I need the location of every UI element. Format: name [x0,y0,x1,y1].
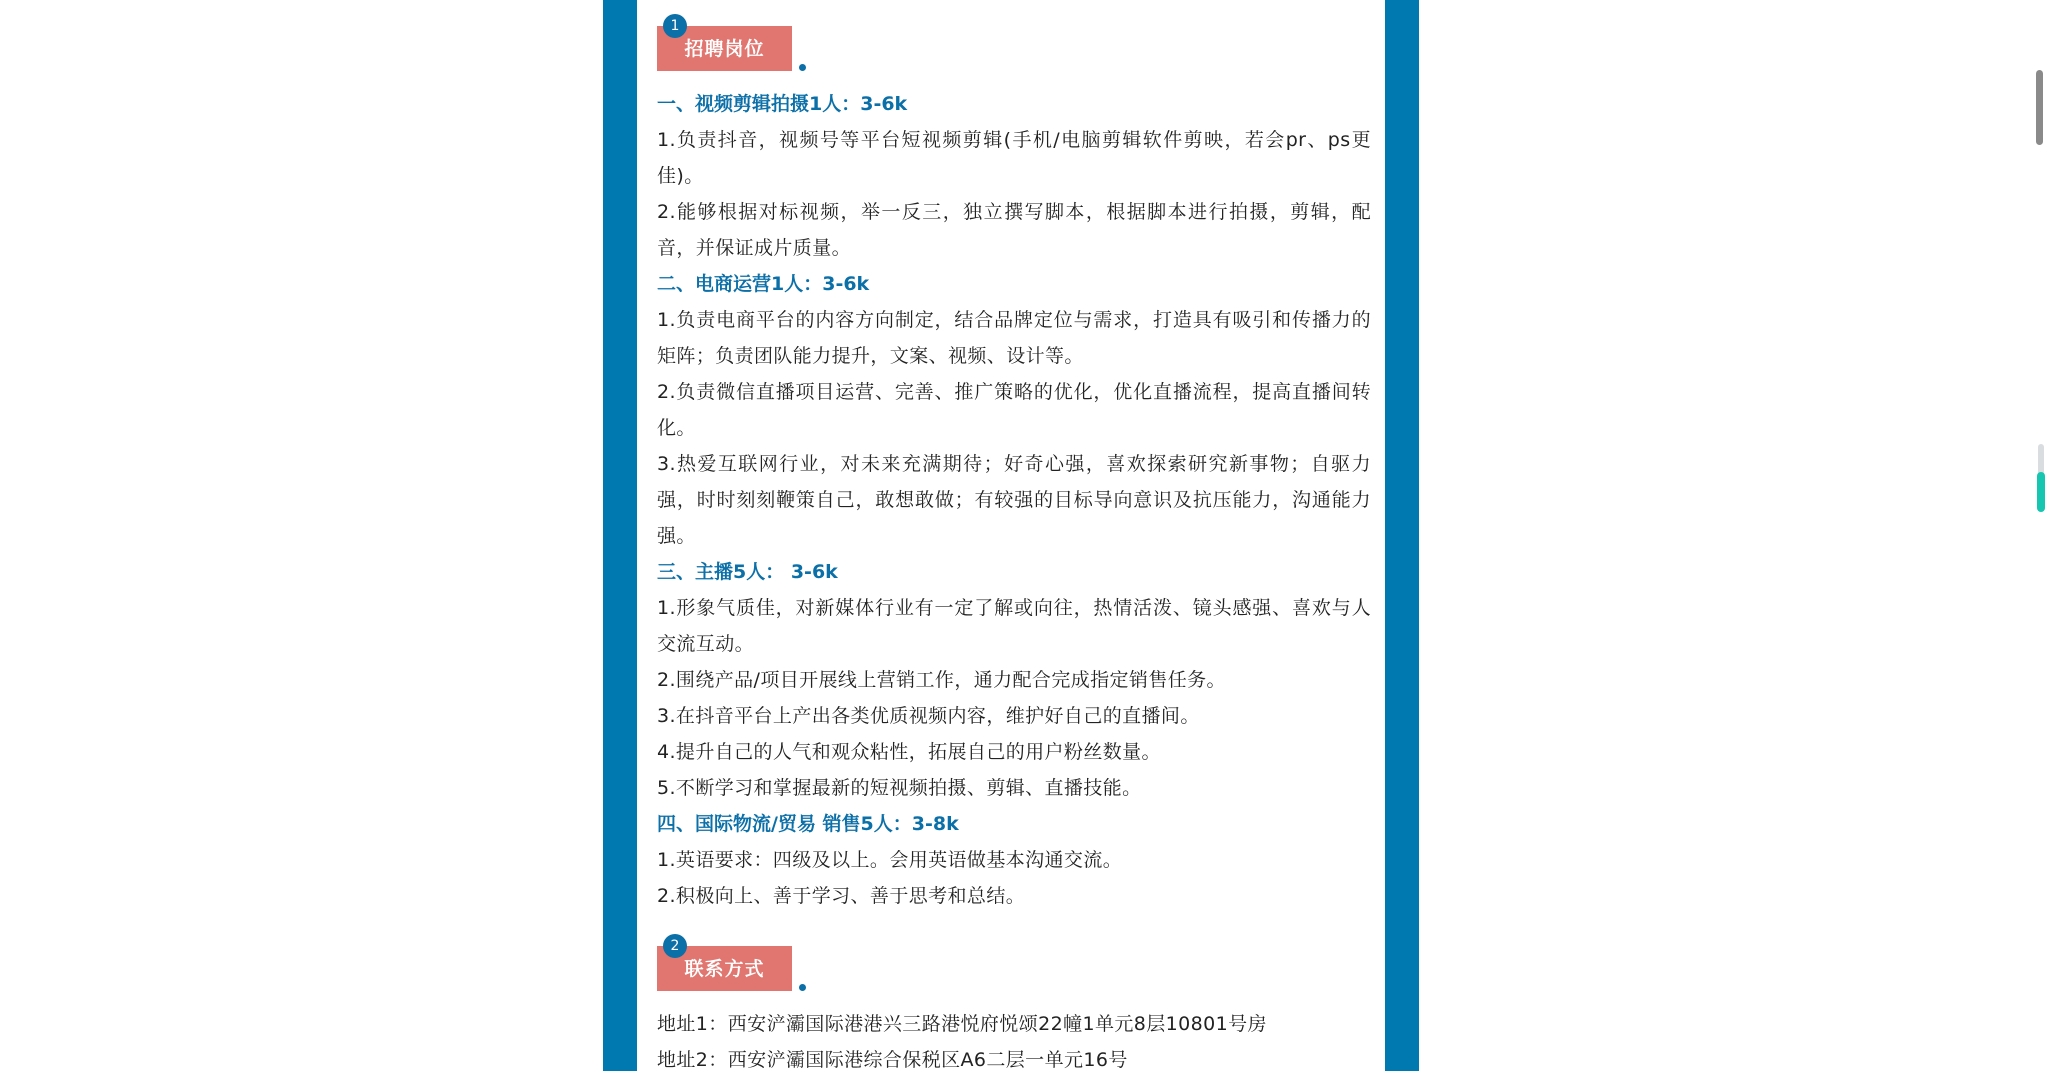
job-title: 一、视频剪辑拍摄1人：3-6k [657,93,908,115]
contact-block [657,1006,1371,1071]
article-paper [637,0,1385,1071]
job-requirement: 1.负责抖音，视频号等平台短视频剪辑(手机/电脑剪辑软件剪映，若会pr、ps更佳)。 [657,129,1371,187]
job-requirement: 4.提升自己的人气和观众粘性，拓展自己的用户粉丝数量。 [657,741,1161,763]
job-requirement: 3.热爱互联网行业，对未来充满期待；好奇心强，喜欢探索研究新事物；自驱力强，时时刻刻鞭策自己，敢想敢做；有较强的目标导向意识及抗压能力，沟通能力强。 [657,453,1371,547]
section-number-badge: 2 [663,934,687,958]
job-requirement: 5.不断学习和掌握最新的短视频拍摄、剪辑、直播技能。 [657,777,1142,799]
job-requirement: 3.在抖音平台上产出各类优质视频内容，维护好自己的直播间。 [657,705,1200,727]
job-block-logistics-sales [657,806,1371,914]
section-title-badge: 招聘岗位 [657,26,792,71]
job-requirement: 2.围绕产品/项目开展线上营销工作，通力配合完成指定销售任务。 [657,669,1226,691]
job-block-video-editor [657,86,1371,266]
section-title-badge: 联系方式 [657,946,792,991]
job-requirement: 1.英语要求：四级及以上。会用英语做基本沟通交流。 [657,849,1123,871]
job-title: 三、主播5人： 3-6k [657,561,838,583]
badge-dot-decoration [799,984,806,991]
job-requirement: 1.负责电商平台的内容方向制定，结合品牌定位与需求，打造具有吸引和传播力的矩阵；负责团队能力提升，文案、视频、设计等。 [657,309,1371,367]
side-floating-tab[interactable] [2037,472,2045,512]
section-number-badge: 1 [663,14,687,38]
job-requirement: 2.积极向上、善于学习、善于思考和总结。 [657,885,1026,907]
badge-dot-decoration [799,64,806,71]
job-requirement: 2.能够根据对标视频，举一反三，独立撰写脚本，根据脚本进行拍摄，剪辑，配音，并保证成片质量。 [657,201,1371,259]
vertical-scrollbar[interactable] [2028,0,2048,1081]
article-frame [603,0,1419,1071]
job-block-streamer [657,554,1371,806]
scrollbar-thumb[interactable] [2036,70,2043,145]
article-content [657,0,1371,1071]
job-title: 二、电商运营1人：3-6k [657,273,870,295]
job-block-ecommerce-ops [657,266,1371,554]
section-header-recruitment [657,14,1371,86]
job-requirement: 1.形象气质佳，对新媒体行业有一定了解或向往，热情活泼、镜头感强、喜欢与人交流互动。 [657,597,1371,655]
job-title: 四、国际物流/贸易 销售5人：3-8k [657,813,959,835]
contact-address: 地址2：西安浐灞国际港综合保税区A6二层一单元16号 [657,1049,1128,1071]
contact-address: 地址1：西安浐灞国际港港兴三路港悦府悦颂22幢1单元8层10801号房 [657,1013,1267,1035]
section-header-contact [657,934,1371,1006]
job-requirement: 2.负责微信直播项目运营、完善、推广策略的优化，优化直播流程，提高直播间转化。 [657,381,1371,439]
